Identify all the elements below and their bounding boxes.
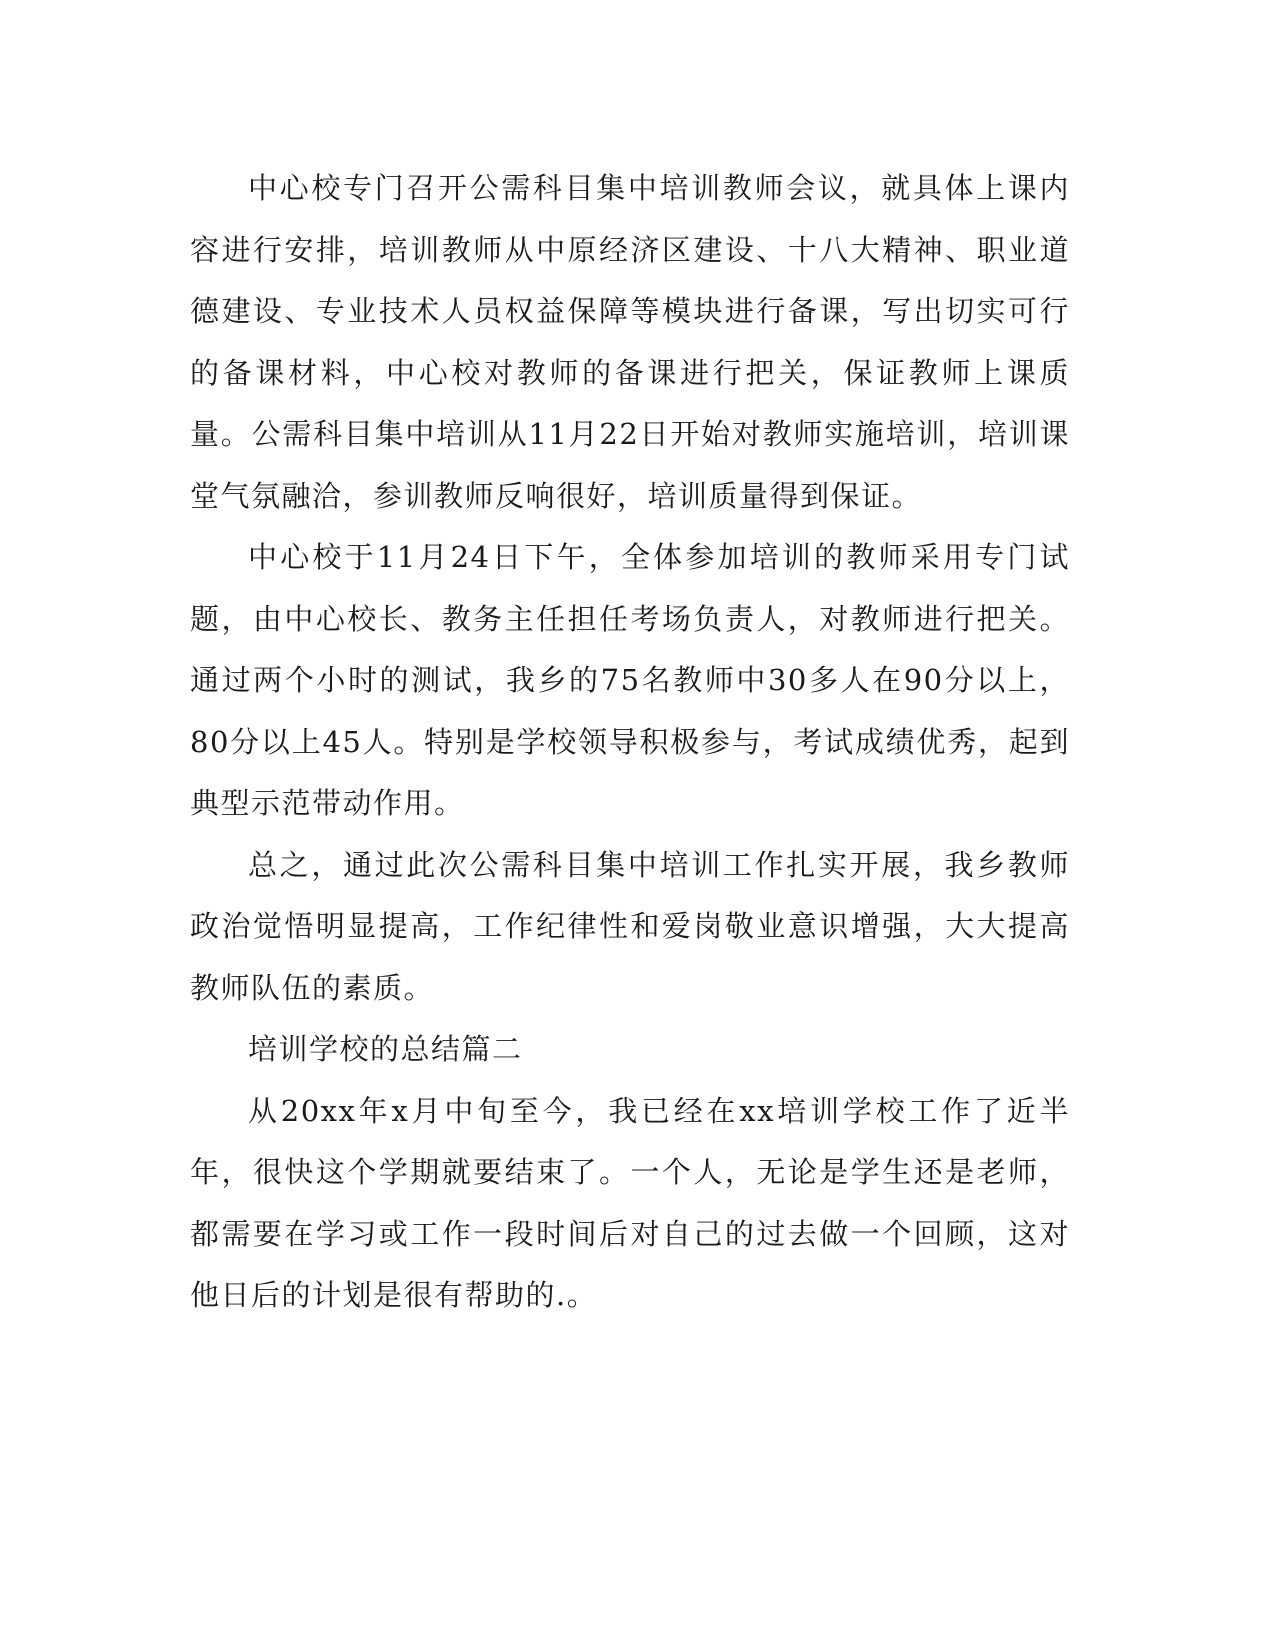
paragraph-exam-results: 中心校于11月24日下午，全体参加培训的教师采用专门试题，由中心校长、教务主任担任考场负责人，对教师进行把关。通过两个小时的测试，我乡的75名教师中30多人在90分以上，80分以上45人。特别是学校领导积极参与，考试成绩优秀，起到典型示范带动作用。 [190,540,1070,820]
paragraph-conclusion: 总之，通过此次公需科目集中培训工作扎实开展，我乡教师政治觉悟明显提高，工作纪律性和爱岗敬业意识增强，大大提高教师队伍的素质。 [190,847,1070,1005]
document-body [190,158,1070,1327]
paragraph-part-two-intro: 从20xx年x月中旬至今，我已经在xx培训学校工作了近半年，很快这个学期就要结束了。一个人，无论是学生还是老师，都需要在学习或工作一段时间后对自己的过去做一个回顾，这对他日后的计划是很有帮助的.。 [190,1093,1070,1312]
paragraph-training-arrangement: 中心校专门召开公需科目集中培训教师会议，就具体上课内容进行安排，培训教师从中原经济区建设、十八大精神、职业道德建设、专业技术人员权益保障等模块进行备课，写出切实可行的备课材料，中心校对教师的备课进行把关，保证教师上课质量。公需科目集中培训从11月22日开始对教师实施培训，培训课堂气氛融洽，参训教师反响很好，培训质量得到保证。 [190,171,1070,513]
section-heading: 培训学校的总结篇二 [248,1032,523,1066]
